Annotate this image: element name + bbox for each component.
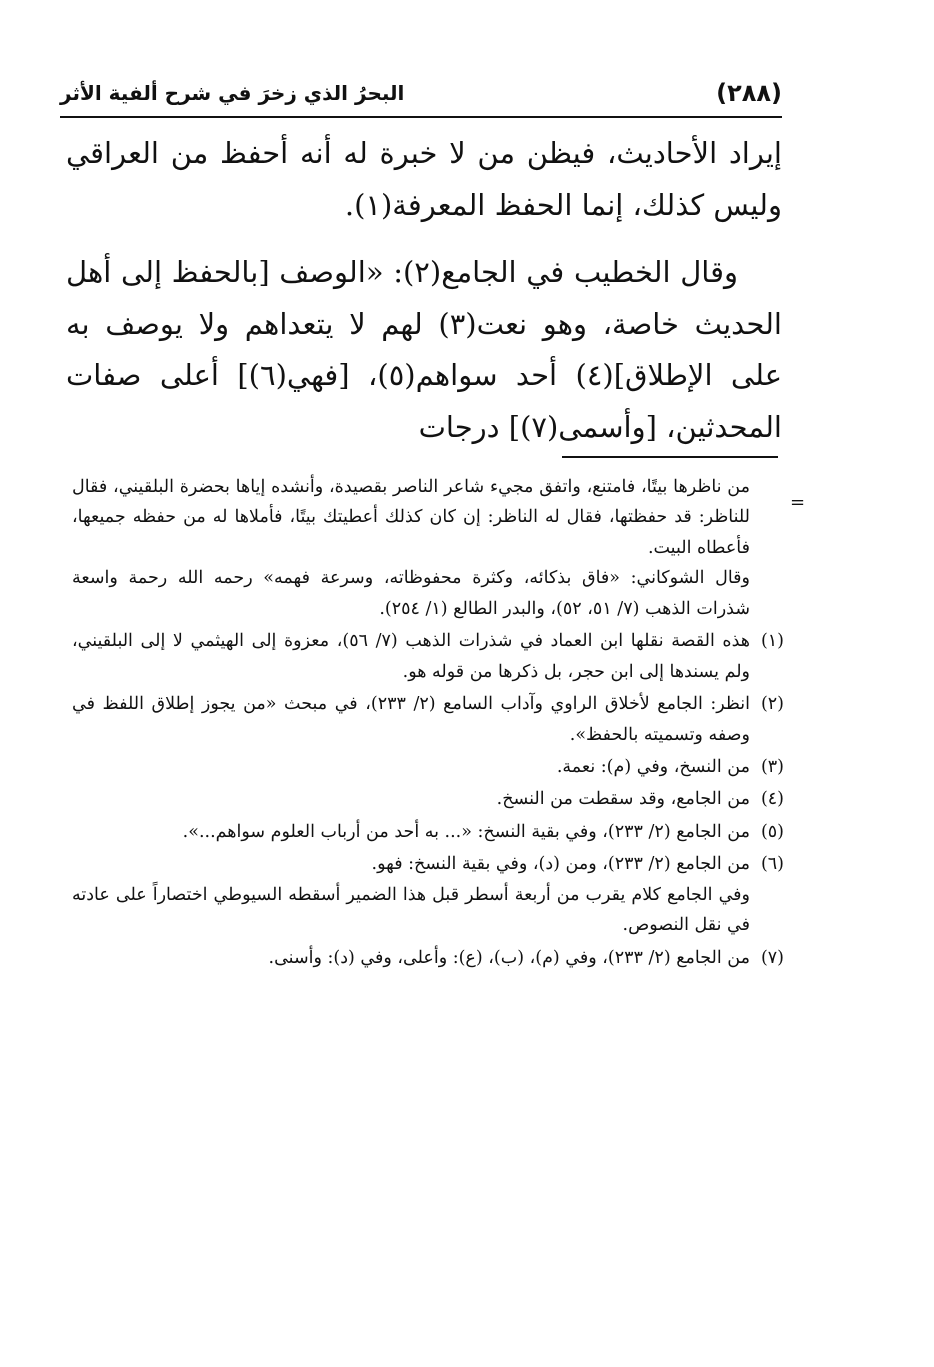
footnote-4 bbox=[72, 784, 784, 814]
footnote-number: (١) bbox=[760, 631, 784, 652]
footnote-text: من الجامع (٢/ ٢٣٣)، ومن (د)، وفي بقية النسخ: فهو. bbox=[371, 854, 750, 875]
continuation-mark: = bbox=[790, 492, 806, 513]
main-paragraph-2: وقال الخطيب في الجامع(٢): «الوصف [بالحفظ إلى أهل الحديث خاصة، وهو نعت(٣) لهم لا يتعداهم ولا يوصف به على الإطلاق](٤) أحد سواهم(٥)، [فهي(٦)] أعلى صفات المحدثين، [وأسمى(٧)] درجات bbox=[66, 255, 783, 445]
footnotes bbox=[72, 472, 784, 973]
footnote-6 bbox=[72, 849, 784, 879]
footnote-number: (٥) bbox=[760, 821, 784, 842]
footnote-text: انظر: الجامع لأخلاق الراوي وآداب السامع (٢/ ٢٣٣)، في مبحث «من يجوز إطلاق اللفظ في وصفه وتسميته بالحفظ». bbox=[72, 694, 750, 745]
page-number: (٢٨٨) bbox=[716, 79, 782, 107]
footnote-number: (٢) bbox=[760, 694, 784, 715]
footnote-number: (٧) bbox=[760, 947, 784, 968]
footnote-text: من الجامع (٢/ ٢٣٣)، وفي (م)، (ب)، (ع): وأعلى، وفي (د): وأسنى. bbox=[268, 947, 750, 968]
footnote-separator bbox=[562, 456, 778, 458]
footnote-number: (٣) bbox=[760, 756, 784, 777]
footnote-continued-1: من ناظرها بيتًا، فامتنع، واتفق مجيء شاعر الناصر بقصيدة، وأنشده إياها بحضرة البلقيني، فقال للناظر: قد حفظتها، فقال له الناظر: إن كان كذلك أعطيتك بيتًا، فأملاها له من حفظه جميعها، فأعطاه البيت. bbox=[72, 477, 750, 558]
footnote-1 bbox=[72, 626, 784, 687]
main-text bbox=[66, 128, 782, 454]
footnote-number: (٤) bbox=[760, 789, 784, 810]
footnote-number: (٦) bbox=[760, 854, 784, 875]
header-rule bbox=[60, 116, 782, 118]
footnote-7 bbox=[72, 943, 784, 973]
main-paragraph-1: إيراد الأحاديث، فيظن من لا خبرة له أنه أحفظ من العراقي وليس كذلك، إنما الحفظ المعرفة(١). bbox=[66, 136, 782, 222]
running-title: البحرُ الذي زخرَ في شرح ألفية الأثر bbox=[60, 81, 405, 105]
footnote-6-continuation: وفي الجامع كلام يقرب من أربعة أسطر قبل هذا الضمير أسقطه السيوطي اختصاراً على عادته في نقل النصوص. bbox=[72, 884, 750, 936]
footnote-5 bbox=[72, 817, 784, 847]
footnote-text: هذه القصة نقلها ابن العماد في شذرات الذهب (٧/ ٥٦)، معزوة إلى الهيثمي لا إلى البلقيني، ولم يسندها إلى ابن حجر، بل ذكرها من قوله هو. bbox=[72, 631, 751, 682]
footnote-text: من النسخ، وفي (م): نعمة. bbox=[556, 756, 750, 777]
footnote-text: من الجامع (٢/ ٢٣٣)، وفي بقية النسخ: «... به أحد من أرباب العلوم سواهم...». bbox=[182, 821, 750, 842]
footnote-text: من الجامع، وقد سقطت من النسخ. bbox=[496, 789, 750, 810]
footnote-3 bbox=[72, 752, 784, 782]
footnote-continued-2: وقال الشوكاني: «فاق بذكائه، وكثرة محفوظاته، وسرعة فهمه» رحمه الله رحمة واسعة شذرات الذهب (٧/ ٥١، ٥٢)، والبدر الطالع (١/ ٢٥٤). bbox=[72, 568, 750, 619]
footnote-2 bbox=[72, 689, 784, 750]
page-header bbox=[60, 72, 782, 114]
